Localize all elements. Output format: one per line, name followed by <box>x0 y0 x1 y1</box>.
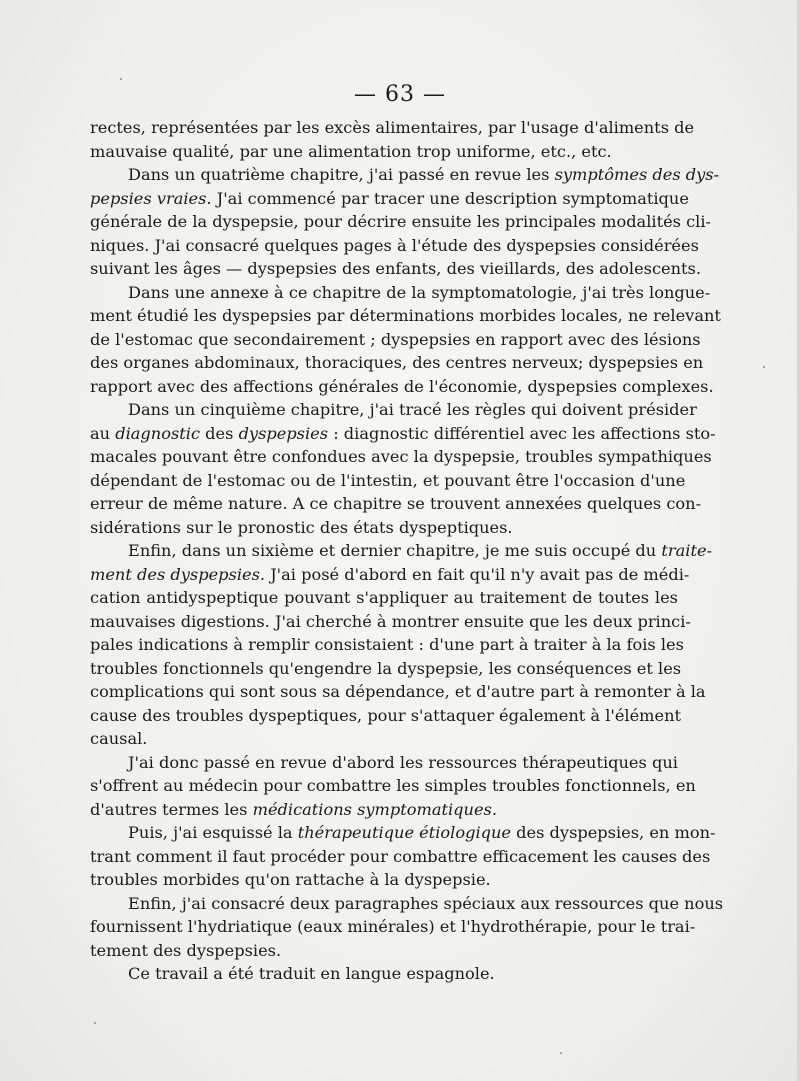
text-run: dépendant de l'estomac ou de l'intestin, et pouvant être l'occasion d'une <box>90 470 686 490</box>
text-run: générale de la dyspepsie, pour décrire ensuite les principales modalités cli- <box>90 212 711 231</box>
text-run: de l'estomac que secondairement ; dyspepsies en rapport avec des lésions <box>90 329 701 349</box>
text-run: Dans un cinquième chapitre, j'ai tracé les règles qui doivent présider <box>128 400 697 419</box>
text-run: Dans un quatrième chapitre, j'ai passé en revue les <box>128 165 555 184</box>
italic-run: symptômes des dys- <box>554 165 720 184</box>
text-line <box>90 140 678 164</box>
text-line <box>90 821 716 845</box>
text-line <box>90 727 678 751</box>
text-run: Puis, j'ai esquissé la <box>128 823 298 842</box>
text-line <box>90 610 691 634</box>
text-line <box>90 492 702 516</box>
text-line <box>90 915 696 939</box>
italic-run: pepsies vraies. <box>90 188 212 208</box>
text-run: erreur de même nature. A ce chapitre se trouvent annexées quelques con- <box>90 494 702 513</box>
text-run: J'ai commencé par tracer une description symptomatique <box>211 188 689 208</box>
italic-run: dyspepsies <box>238 423 329 443</box>
italic-run: thérapeutique étiologique <box>297 823 512 842</box>
text-line <box>90 539 713 563</box>
text-line <box>90 586 678 610</box>
text-line <box>90 868 678 892</box>
text-line <box>90 234 699 258</box>
text-line <box>90 210 711 234</box>
scan-speck <box>560 1052 562 1054</box>
text-line <box>90 939 678 963</box>
text-run: causal. <box>90 729 148 748</box>
text-run: cation antidyspeptique pouvant s'appliquer au traitement de toutes les <box>90 588 678 607</box>
text-run: fournissent l'hydriatique (eaux minérales) et l'hydrothérapie, pour le trai- <box>90 917 696 936</box>
text-run: d'autres termes les <box>90 799 253 819</box>
text-run: sidérations sur le pronostic des états dyspeptiques. <box>90 517 513 537</box>
text-run: des organes abdominaux, thoraciques, des centres nerveux; dyspepsies en <box>90 353 704 372</box>
text-run: : diagnostic différentiel avec les affections sto- <box>328 423 716 443</box>
text-run: J'ai posé d'abord en fait qu'il n'y avait pas de médi- <box>265 564 690 584</box>
text-run: s'offrent au médecin pour combattre les simples troubles fonctionnels, en <box>90 776 696 795</box>
scan-speck <box>763 366 765 368</box>
text-line <box>90 187 689 211</box>
text-line <box>90 422 716 446</box>
text-run: rapport avec des affections générales de l'économie, dyspepsies complexes. <box>90 376 714 396</box>
text-run: mauvaises digestions. J'ai cherché à montrer ensuite que les deux princi- <box>90 611 691 631</box>
text-run: pales indications à remplir consistaient : d'une part à traiter à la fois les <box>90 635 684 654</box>
text-line <box>90 774 696 798</box>
text-run: des dyspepsies, en mon- <box>511 823 716 842</box>
text-line <box>90 704 682 728</box>
text-line <box>90 680 706 704</box>
text-line <box>90 657 682 681</box>
text-line <box>90 845 711 869</box>
text-run: Ce travail a été traduit en langue espagnole. <box>128 964 495 983</box>
text-run: J'ai donc passé en revue d'abord les ressources thérapeutiques qui <box>128 752 678 772</box>
text-line <box>90 116 695 140</box>
text-line <box>90 469 686 493</box>
italic-run: traite- <box>661 541 713 560</box>
text-run: rectes, représentées par les excès alimentaires, par l'usage d'aliments de <box>90 118 695 137</box>
text-run: ment étudié les dyspepsies par déterminations morbides locales, ne relevant <box>90 306 721 325</box>
text-run: au <box>90 423 116 443</box>
text-line <box>90 892 724 916</box>
text-run: Enfin, dans un sixième et dernier chapitre, je me suis occupé du <box>128 541 662 560</box>
text-line <box>90 163 720 187</box>
italic-run: diagnostic <box>115 423 201 443</box>
text-run: Dans une annexe à ce chapitre de la symptomatologie, j'ai très longue- <box>128 282 711 302</box>
scan-speck <box>94 1022 96 1024</box>
page-number: — 63 — <box>354 82 446 107</box>
text-line <box>90 516 678 540</box>
text-run: mauvaise qualité, par une alimentation trop uniforme, etc., etc. <box>90 141 612 161</box>
text-run: troubles morbides qu'on rattache à la dyspepsie. <box>90 870 491 889</box>
text-line <box>90 445 712 469</box>
text-line <box>90 328 701 352</box>
text-run: cause des troubles dyspeptiques, pour s'attaquer également à l'élément <box>90 705 682 725</box>
text-line <box>90 633 684 657</box>
text-line <box>90 304 721 328</box>
text-line <box>90 375 714 399</box>
text-line <box>90 351 704 375</box>
text-line <box>90 751 678 775</box>
italic-run: ment des dyspepsies. <box>90 564 266 584</box>
text-run: des <box>200 423 239 443</box>
text-run: tement des dyspepsies. <box>90 940 282 960</box>
text-run: Enfin, j'ai consacré deux paragraphes spéciaux aux ressources que nous <box>128 893 724 913</box>
text-line <box>90 257 701 281</box>
italic-run: médications symptomatiques. <box>252 799 498 819</box>
text-line <box>90 281 711 305</box>
text-line <box>90 398 697 422</box>
text-line <box>90 563 690 587</box>
text-run: suivant les âges — dyspepsies des enfants, des vieillards, des adolescents. <box>90 259 701 278</box>
scan-speck <box>120 78 122 80</box>
text-line <box>90 962 678 986</box>
text-run: macales pouvant être confondues avec la dyspepsie, troubles sympathiques <box>90 447 712 466</box>
text-run: niques. J'ai consacré quelques pages à l'étude des dyspepsies considérées <box>90 235 699 255</box>
text-line <box>90 798 678 822</box>
body-text <box>90 116 724 986</box>
text-run: troubles fonctionnels qu'engendre la dyspepsie, les conséquences et les <box>90 658 682 678</box>
text-run: trant comment il faut procéder pour combattre efficacement les causes des <box>90 846 711 866</box>
text-run: complications qui sont sous sa dépendance, et d'autre part à remonter à la <box>90 682 706 701</box>
